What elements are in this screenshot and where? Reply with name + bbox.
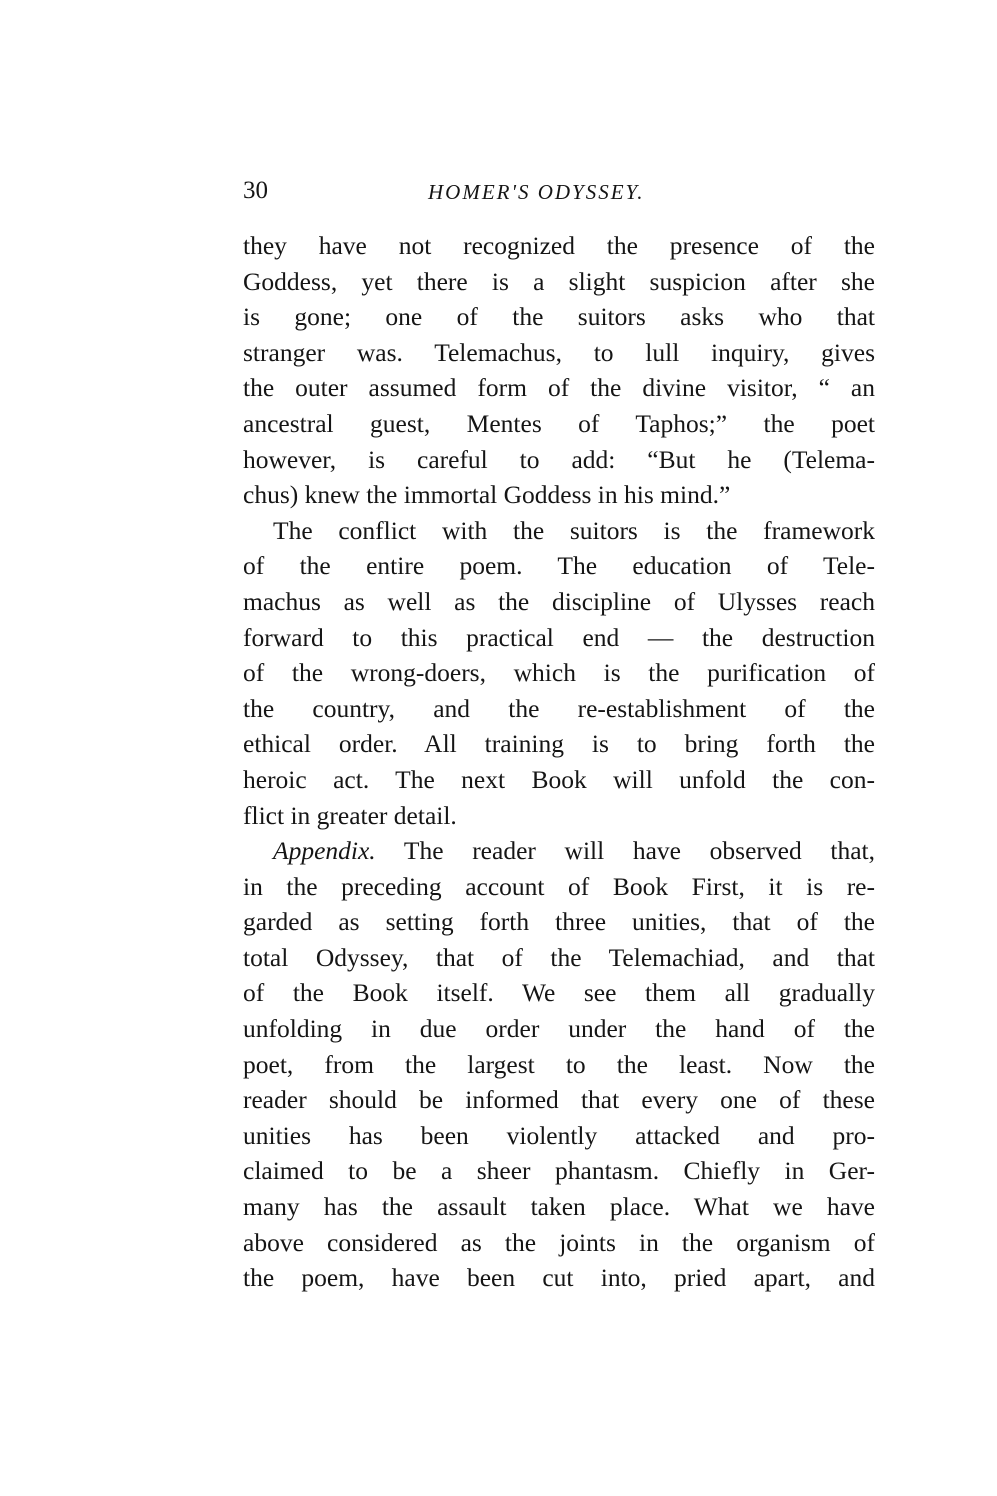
text-line: of the Book itself. We see them all gradually xyxy=(243,978,875,1008)
appendix-label: Appendix. xyxy=(273,836,376,866)
text-line: the poem, have been cut into, pried apart, and xyxy=(243,1263,875,1293)
text-line: the outer assumed form of the divine visitor, “ an xyxy=(243,373,875,403)
page-header xyxy=(243,176,875,206)
text-line: of the entire poem. The education of Tele- xyxy=(243,551,875,581)
text-line: poet, from the largest to the least. Now the xyxy=(243,1049,875,1079)
text-line: claimed to be a sheer phantasm. Chiefly in Ger- xyxy=(243,1156,875,1186)
text-line: chus) knew the immortal Goddess in his mind.” xyxy=(243,480,731,510)
appendix-line-text: The reader will have observed that, xyxy=(403,836,875,866)
text-line: many has the assault taken place. What we have xyxy=(243,1192,875,1222)
text-line: machus as well as the discipline of Ulysses reach xyxy=(243,586,875,616)
text-line: Goddess, yet there is a slight suspicion after she xyxy=(243,266,875,296)
body-text xyxy=(243,228,875,1296)
text-line: is gone; one of the suitors asks who that xyxy=(243,302,875,332)
text-line: ancestral guest, Mentes of Taphos;” the poet xyxy=(243,408,875,438)
text-line: ethical order. All training is to bring forth the xyxy=(243,729,875,759)
text-line: however, is careful to add: “But he (Telema- xyxy=(243,444,875,474)
text-line: total Odyssey, that of the Telemachiad, and that xyxy=(243,942,875,972)
text-line: garded as setting forth three unities, that of the xyxy=(243,907,875,937)
running-head: HOMER'S ODYSSEY. xyxy=(428,180,645,204)
text-line: in the preceding account of Book First, it is re- xyxy=(243,871,875,901)
text-line: forward to this practical end — the destruction xyxy=(243,622,875,652)
text-line: The conflict with the suitors is the framework xyxy=(273,515,875,545)
text-line: they have not recognized the presence of the xyxy=(243,231,875,260)
text-line: heroic act. The next Book will unfold the con- xyxy=(243,764,875,794)
text-line: above considered as the joints in the organism of xyxy=(243,1227,875,1257)
text-line: the country, and the re-establishment of the xyxy=(243,693,875,723)
appendix-line xyxy=(243,833,875,869)
text-line: stranger was. Telemachus, to lull inquiry, gives xyxy=(243,337,875,367)
text-line: unfolding in due order under the hand of the xyxy=(243,1014,875,1044)
page-number: 30 xyxy=(243,177,268,204)
text-line: unities has been violently attacked and pro- xyxy=(243,1120,875,1150)
text-line: flict in greater detail. xyxy=(243,800,457,830)
text-line: reader should be informed that every one of these xyxy=(243,1085,875,1115)
text-line: of the wrong-doers, which is the purification of xyxy=(243,658,875,688)
